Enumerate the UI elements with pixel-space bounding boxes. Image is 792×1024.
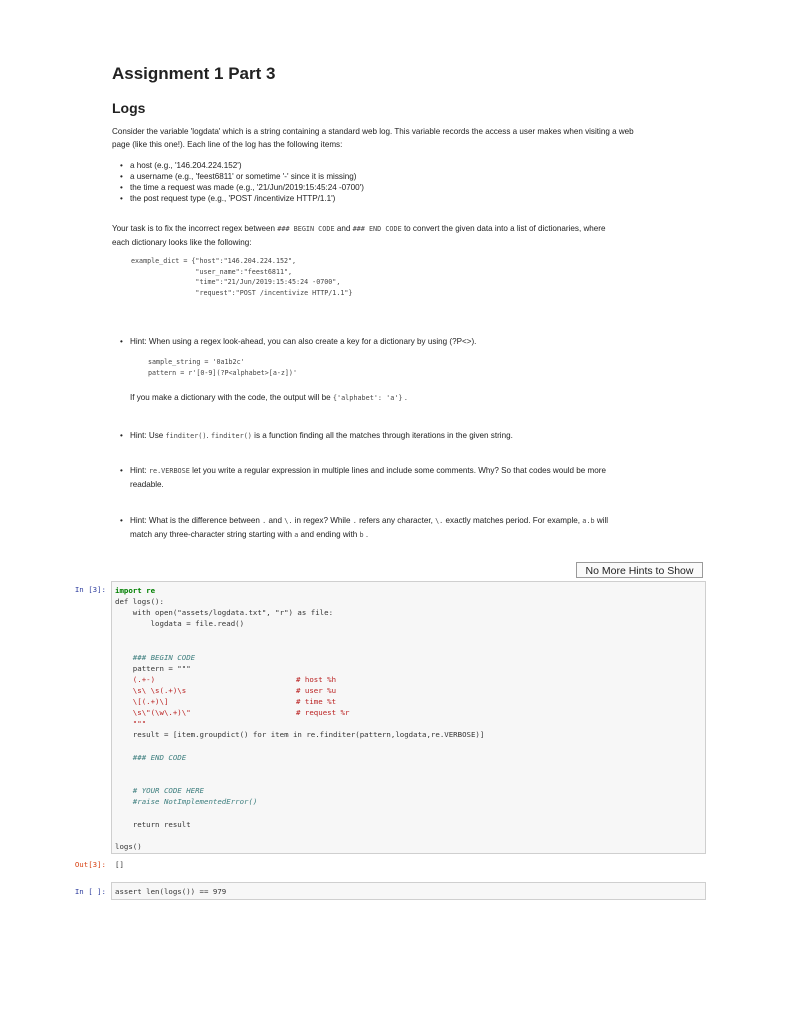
hint-1-result: If you make a dictionary with the code, the output will be {'alphabet': 'a'} . bbox=[130, 393, 407, 402]
list-item: • a host (e.g., '146.204.224.152') bbox=[130, 160, 364, 171]
intro-paragraph bbox=[112, 125, 704, 151]
hint-1-code: sample_string = '0a1b2c' pattern = r'[0-9](?P<alphabet>[a-z])' bbox=[148, 358, 297, 377]
task-line-1: Your task is to fix the incorrect regex between ### BEGIN CODE and ### END CODE to convert the given data into a list of dictionaries, where bbox=[112, 224, 606, 233]
intro-line-1: Consider the variable 'logdata' which is a string containing a standard web log. This variable records the access a user makes when visiting a web bbox=[112, 127, 634, 136]
section-title: Logs bbox=[112, 100, 146, 116]
assert-cell-source[interactable]: assert len(logs()) == 979 bbox=[115, 887, 227, 896]
inline-code: \. bbox=[435, 517, 444, 525]
inline-code: . bbox=[262, 517, 267, 525]
list-item: • the post request type (e.g., 'POST /incentivize HTTP/1.1') bbox=[130, 193, 364, 204]
inline-code: \. bbox=[284, 517, 293, 525]
hint-3: • Hint: re.VERBOSE let you write a regular expression in multiple lines and include some comments. Why? So that codes would be more readable. bbox=[130, 464, 705, 491]
list-item: • the time a request was made (e.g., '21/Jun/2019:15:45:24 -0700') bbox=[130, 182, 364, 193]
inline-code: a bbox=[294, 531, 299, 539]
list-item: • a username (e.g., 'feest6811' or sometime '-' since it is missing) bbox=[130, 171, 364, 182]
hint-1: • Hint: When using a regex look-ahead, you can also create a key for a dictionary by using (?P<>). bbox=[130, 335, 705, 348]
intro-line-2: page (like this one!). Each line of the log has the following items: bbox=[112, 140, 343, 149]
cell-input-prompt: In [3]: bbox=[74, 585, 106, 594]
cell-output-value: [] bbox=[115, 860, 124, 869]
inline-code: re.VERBOSE bbox=[148, 467, 190, 475]
log-items-list bbox=[120, 160, 364, 204]
inline-code: . bbox=[352, 517, 357, 525]
example-dict-code: example_dict = {"host":"146.204.224.152", "user_name":"feest6811", "time":"21/Jun/2019:15:45:24 -0700", "request":"POST /incentivize HTTP/1.1"} bbox=[131, 257, 353, 297]
task-paragraph bbox=[112, 222, 704, 249]
task-line-2: each dictionary looks like the following: bbox=[112, 238, 252, 247]
inline-code: finditer() bbox=[165, 432, 207, 440]
hint-4: • Hint: What is the difference between . and \. in regex? While . refers any character, \. exactly matches period. For example, a.b will match any three-character string starting with a and ending with b . bbox=[130, 514, 705, 542]
inline-code: finditer() bbox=[210, 432, 252, 440]
page-title: Assignment 1 Part 3 bbox=[112, 64, 276, 83]
inline-code: ### END CODE bbox=[352, 225, 402, 233]
inline-code: ### BEGIN CODE bbox=[277, 225, 335, 233]
inline-code: a.b bbox=[582, 517, 595, 525]
inline-code: {'alphabet': 'a'} bbox=[332, 394, 403, 402]
cell-input-prompt: In [ ]: bbox=[74, 887, 106, 896]
no-more-hints-button[interactable]: No More Hints to Show bbox=[576, 562, 703, 578]
cell-output-prompt: Out[3]: bbox=[74, 860, 106, 869]
hint-2: • Hint: Use finditer(). finditer() is a function finding all the matches through iterations in the given string. bbox=[130, 429, 705, 443]
inline-code: b bbox=[359, 531, 364, 539]
